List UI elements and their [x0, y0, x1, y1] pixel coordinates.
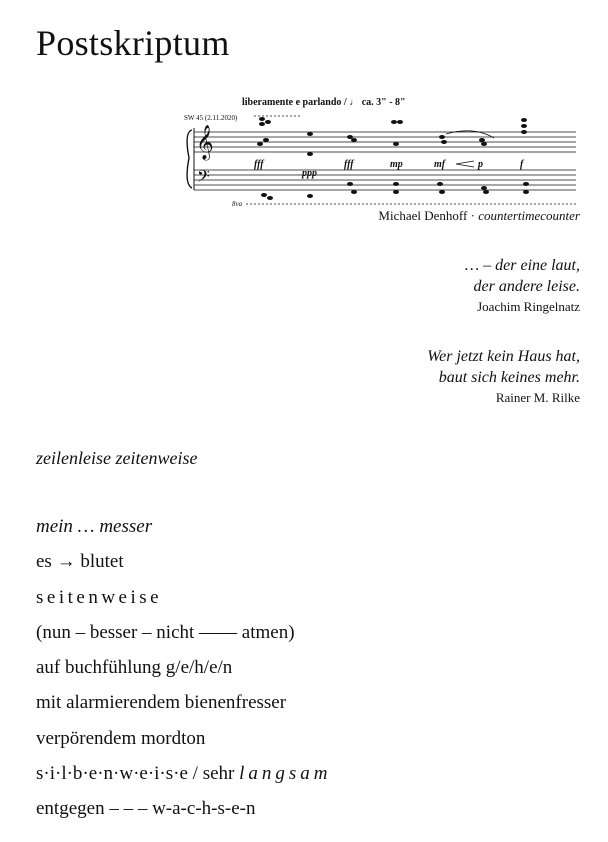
music-score-excerpt [184, 92, 580, 210]
poem-line: seitenweise [36, 586, 163, 608]
poem-line: auf buchfühlung g/e/h/e/n [36, 657, 233, 679]
octave-marking: 8va [232, 200, 243, 208]
dynamic-2: ppp [302, 168, 317, 179]
poem-line: mein … messer [36, 516, 153, 537]
composer-name: Michael Denhoff · [378, 208, 479, 223]
epigraph-quote [465, 255, 580, 316]
dynamic-3: fff [344, 159, 354, 170]
poem-line: mit alarmierendem bienenfresser [36, 692, 287, 714]
dynamic-6: p [478, 159, 483, 170]
quote-line: … – der eine laut, [464, 257, 580, 274]
score-credit [378, 208, 580, 224]
poem-line-part: s·i·l·b·e·n·w·e·i·s·e / sehr [36, 763, 240, 785]
quote-author: Joachim Ringelnatz [477, 299, 580, 314]
poem-line-part-emphasis: langsam [239, 763, 332, 785]
quote-line: Wer jetzt kein Haus hat, [427, 348, 580, 365]
poem-body [36, 513, 332, 831]
dynamic-4: mp [390, 159, 403, 170]
treble-clef-icon: 𝄞 [196, 126, 214, 159]
dynamic-5: mf [434, 159, 446, 170]
tempo-marking: liberamente e parlando / ♩ ca. 3" - 8" [242, 97, 406, 108]
work-title: countertimecounter [478, 208, 580, 223]
quote-line: baut sich keines mehr. [438, 369, 580, 386]
catalog-number: SW 45 (2.11.2020) [184, 114, 238, 122]
poem-title: zeilenleise zeitenweise [36, 448, 198, 468]
epigraph-quote [427, 346, 580, 407]
poem-line: (nun – besser – nicht —— atmen) [36, 621, 295, 643]
quote-author: Rainer M. Rilke [495, 390, 580, 405]
dynamic-7: f [520, 159, 524, 170]
poem-line: verpörendem mordton [36, 727, 206, 749]
poem-line: es → blutet [36, 551, 124, 573]
poem-line [36, 760, 332, 795]
bass-clef-icon: 𝄢 [197, 168, 210, 190]
quote-line: der andere leise. [473, 278, 580, 295]
dynamic-1: fff [254, 159, 264, 170]
page-title: Postskriptum [36, 23, 230, 63]
poem-line: entgegen – – – w-a-c-h-s-e-n [36, 798, 256, 820]
